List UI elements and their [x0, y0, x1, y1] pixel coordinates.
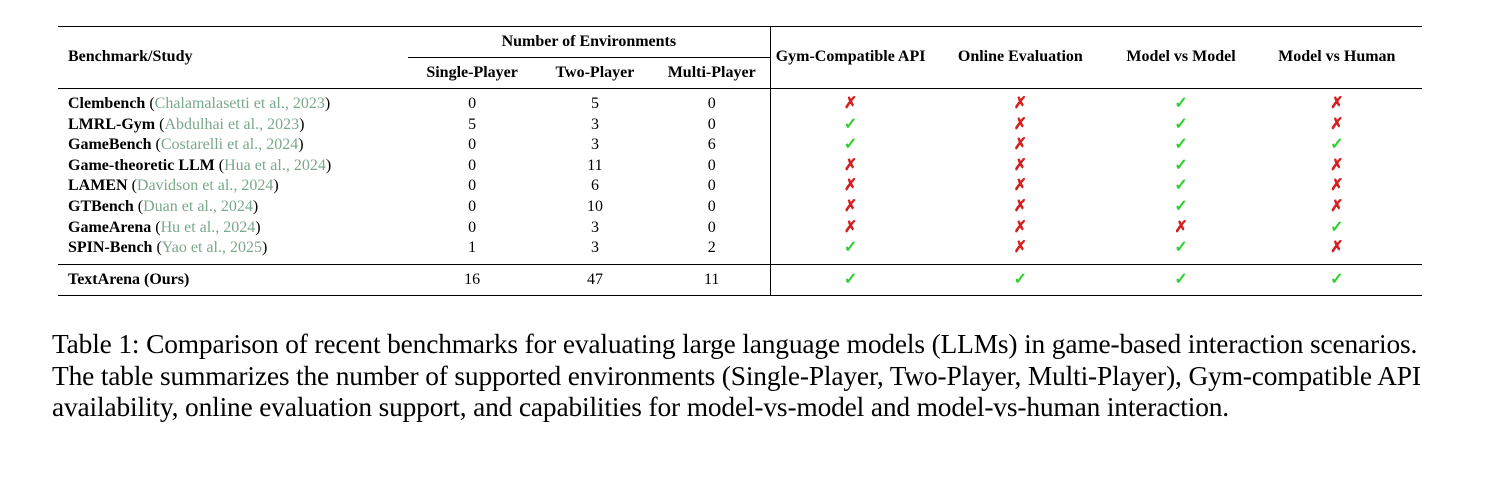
- model-vs-model-mark: ✓: [1174, 115, 1188, 133]
- gym-api-mark: ✗: [771, 176, 931, 197]
- model-vs-human-mark: ✗: [1330, 198, 1344, 216]
- header-multi-player: Multi-Player: [667, 63, 756, 81]
- benchmark-cell: [58, 238, 408, 264]
- benchmark-cell: [58, 176, 408, 197]
- two-player-count: 5: [537, 89, 654, 115]
- citation-open-paren: (: [133, 198, 144, 216]
- citation-year-link[interactable]: 2024: [266, 136, 299, 154]
- citation-close-paren: ): [324, 95, 331, 113]
- two-player-count: 3: [590, 239, 599, 257]
- benchmark-cell: [58, 218, 408, 239]
- model-vs-human-mark: ✓: [1330, 218, 1344, 236]
- benchmark-cell: [58, 197, 408, 218]
- comparison-table: [58, 26, 1422, 296]
- header-single-player: Single-Player: [426, 63, 518, 81]
- citation-close-paren: ): [325, 156, 332, 174]
- gym-api-mark: ✗: [771, 218, 931, 239]
- table-row-ours: [58, 264, 1422, 295]
- citation-authors-link[interactable]: Davidson et al.,: [136, 177, 242, 195]
- citation-authors-link[interactable]: Yao et al.,: [161, 239, 230, 257]
- citation-year-link[interactable]: 2023: [267, 115, 300, 133]
- model-vs-human-mark: ✗: [1330, 156, 1344, 174]
- multi-player-count: 0: [707, 156, 716, 174]
- gym-api-mark: ✓: [771, 115, 931, 136]
- citation-open-paren: (: [127, 177, 137, 195]
- benchmark-name: Game-theoretic LLM: [68, 156, 215, 174]
- header-number-of-environments: Number of Environments: [408, 27, 771, 58]
- multi-player-count: 0: [707, 198, 716, 216]
- benchmark-cell: [58, 115, 408, 136]
- benchmark-cell: [58, 135, 408, 156]
- header-model-vs-human: Model vs Human: [1252, 27, 1422, 89]
- table-row: [58, 197, 1422, 218]
- citation-close-paren: ): [252, 198, 259, 216]
- multi-player-count: 0: [707, 177, 716, 195]
- benchmark-name: GameArena: [68, 218, 152, 236]
- single-player-count: 0: [468, 177, 477, 195]
- single-player-count: 0: [468, 218, 477, 236]
- ours-gym-api: ✓: [771, 264, 931, 295]
- single-player-count: 0: [468, 198, 477, 216]
- model-vs-model-mark: ✗: [1174, 218, 1188, 236]
- citation-authors-link[interactable]: Hu et al.,: [160, 218, 224, 236]
- gym-api-mark: ✗: [771, 156, 931, 177]
- header-online-evaluation: Online Evaluation: [930, 27, 1110, 89]
- online-evaluation-mark: ✗: [1013, 198, 1028, 216]
- table-row: [58, 238, 1422, 264]
- benchmark-cell: [58, 156, 408, 177]
- citation-authors-link[interactable]: Abdulhai et al.,: [164, 115, 268, 133]
- ours-multi-player: 11: [653, 264, 770, 295]
- table-row: [58, 115, 1422, 136]
- two-player-count: 3: [590, 218, 599, 236]
- multi-player-count: 0: [707, 218, 716, 236]
- model-vs-human-mark: ✗: [1330, 177, 1344, 195]
- ours-two-player: 47: [537, 264, 654, 295]
- ours-name: TextArena (Ours): [58, 264, 408, 295]
- table-caption: Table 1: Comparison of recent benchmarks for evaluating large language models (LLMs) in game-based interaction scenarios. The table summarizes the number of supported environments (Single-Player, Two-Player, Multi-Player), Gym-compatible API availability, online evaluation support, and capabilities for model-vs-model and model-vs-human interaction.: [52, 329, 1421, 422]
- single-player-count: 0: [468, 156, 477, 174]
- citation-authors-link[interactable]: Hua et al.,: [224, 156, 294, 174]
- multi-player-count: 0: [707, 115, 716, 133]
- citation-authors-link[interactable]: Chalamalasetti et al.,: [154, 95, 293, 113]
- online-evaluation-mark: ✗: [1013, 239, 1028, 257]
- two-player-count: 3: [590, 136, 599, 154]
- model-vs-model-mark: ✓: [1174, 239, 1188, 257]
- multi-player-count: 0: [653, 89, 770, 115]
- citation-year-link[interactable]: 2024: [293, 156, 326, 174]
- online-evaluation-mark: ✗: [1013, 156, 1028, 174]
- header-gym-api: Gym-Compatible API: [771, 27, 931, 89]
- gym-api-mark: ✗: [771, 89, 931, 115]
- citation-close-paren: ): [298, 136, 304, 154]
- single-player-count: 0: [468, 136, 477, 154]
- two-player-count: 10: [586, 198, 603, 216]
- model-vs-model-mark: ✓: [1111, 89, 1252, 115]
- benchmark-name: GameBench: [68, 136, 152, 154]
- ours-online-evaluation: ✓: [930, 264, 1110, 295]
- online-evaluation-mark: ✗: [1013, 218, 1028, 236]
- benchmark-name: GTBench: [68, 198, 134, 216]
- table-row: [58, 135, 1422, 156]
- table-body-ours: [58, 264, 1422, 295]
- citation-close-paren: ): [273, 177, 279, 195]
- ours-model-vs-human: ✓: [1252, 264, 1422, 295]
- multi-player-count: 2: [707, 239, 716, 257]
- header-benchmark: Benchmark/Study: [58, 27, 408, 89]
- two-player-count: 6: [590, 177, 599, 195]
- online-evaluation-mark: ✗: [1013, 115, 1028, 133]
- citation-year-link[interactable]: 2025: [229, 239, 262, 257]
- benchmark-name: Clembench: [68, 95, 146, 113]
- benchmark-name: LAMEN: [68, 177, 128, 195]
- citation-open-paren: (: [152, 239, 162, 257]
- single-player-count: 1: [468, 239, 477, 257]
- citation-open-paren: (: [214, 156, 225, 174]
- online-evaluation-mark: ✗: [1013, 177, 1028, 195]
- header-two-player: Two-Player: [555, 63, 635, 81]
- citation-close-paren: ): [255, 218, 261, 236]
- ours-model-vs-model: ✓: [1111, 264, 1252, 295]
- gym-api-mark: ✗: [771, 197, 931, 218]
- model-vs-model-mark: ✓: [1174, 198, 1188, 216]
- model-vs-model-mark: ✓: [1174, 177, 1188, 195]
- single-player-count: 0: [408, 89, 537, 115]
- model-vs-model-mark: ✓: [1174, 136, 1188, 154]
- citation-open-paren: (: [151, 136, 161, 154]
- header-model-vs-model: Model vs Model: [1111, 27, 1252, 89]
- table-body: [58, 89, 1422, 265]
- citation-open-paren: (: [151, 218, 161, 236]
- benchmark-name: SPIN-Bench: [68, 239, 153, 257]
- citation-close-paren: ): [299, 115, 305, 133]
- table-header: [58, 27, 1422, 89]
- table-row: [58, 218, 1422, 239]
- ours-single-player: 16: [408, 264, 537, 295]
- model-vs-human-mark: ✗: [1252, 89, 1422, 115]
- citation-authors-link[interactable]: Duan et al.,: [143, 198, 221, 216]
- citation-year-link[interactable]: 2024: [241, 177, 274, 195]
- model-vs-human-mark: ✓: [1330, 136, 1344, 154]
- citation-year-link[interactable]: 2024: [220, 198, 253, 216]
- two-player-count: 11: [587, 156, 603, 174]
- table-row: [58, 176, 1422, 197]
- benchmark-cell: [58, 89, 408, 115]
- table-row: [58, 89, 1422, 115]
- multi-player-count: 6: [707, 136, 716, 154]
- single-player-count: 5: [468, 115, 477, 133]
- model-vs-model-mark: ✓: [1174, 156, 1188, 174]
- benchmark-name: LMRL-Gym: [68, 115, 156, 133]
- citation-year-link[interactable]: 2023: [292, 95, 325, 113]
- citation-year-link[interactable]: 2024: [223, 218, 256, 236]
- table-row: [58, 156, 1422, 177]
- citation-close-paren: ): [261, 239, 268, 257]
- model-vs-human-mark: ✗: [1330, 115, 1344, 133]
- comparison-table-container: [58, 26, 1422, 296]
- model-vs-human-mark: ✗: [1330, 239, 1344, 257]
- two-player-count: 3: [590, 115, 599, 133]
- citation-open-paren: (: [155, 115, 165, 133]
- citation-authors-link[interactable]: Costarelli et al.,: [160, 136, 267, 154]
- gym-api-mark: ✓: [771, 238, 931, 264]
- gym-api-mark: ✓: [771, 135, 931, 156]
- online-evaluation-mark: ✗: [1013, 136, 1028, 154]
- online-evaluation-mark: ✗: [930, 89, 1110, 115]
- citation-open-paren: (: [145, 95, 155, 113]
